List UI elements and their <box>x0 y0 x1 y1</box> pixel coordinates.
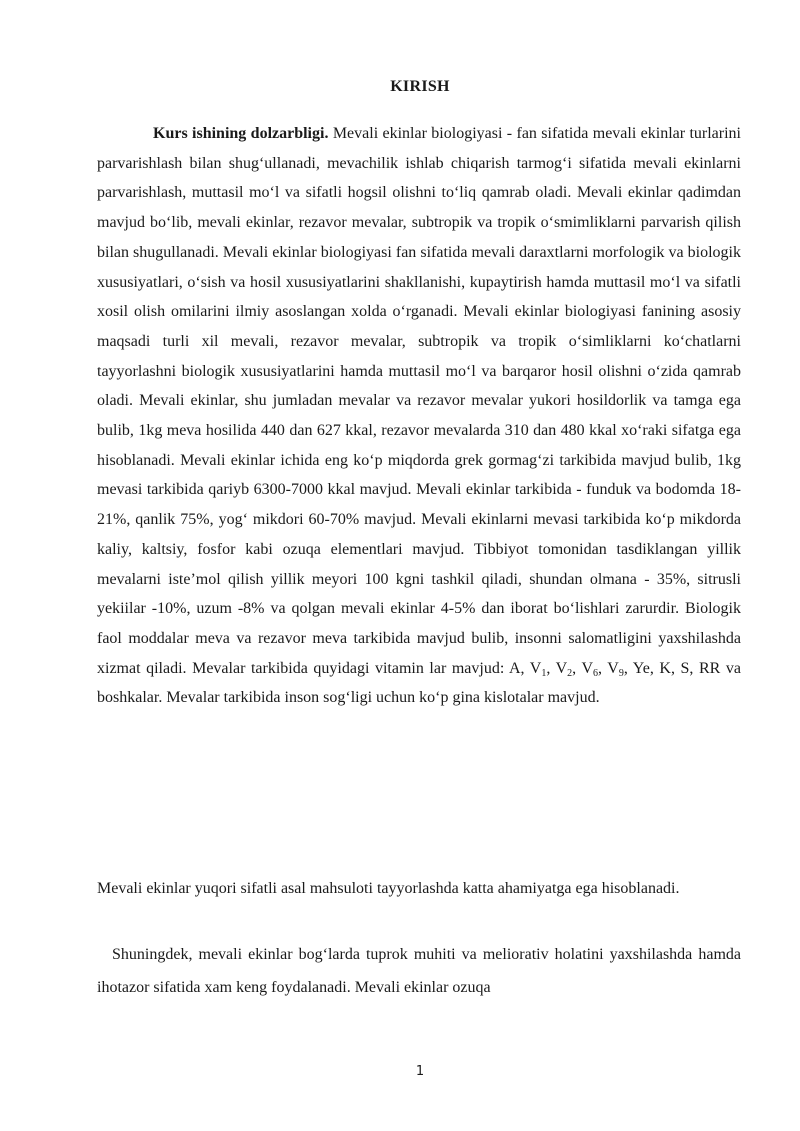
paragraph-orchards: Shuningdek, mevali ekinlar bog‘larda tuprok muhiti va meliorativ holatini yaxshilashda hamda ihotazor sifatida xam keng foydalanadi. Mevali ekinlar ozuqa <box>97 946 741 996</box>
vitamin-subscript: 6 <box>593 667 598 679</box>
page-number: 1 <box>415 1064 425 1079</box>
vitamin-subscript: 1 <box>541 667 547 679</box>
vitamin-separator: , V <box>546 659 568 677</box>
lead-heading: Kurs ishining dolzarbligi. <box>153 125 329 142</box>
paragraph-honey: Mevali ekinlar yuqori sifatli asal mahsuloti tayyorlashda katta ahamiyatga ega hisoblanadi. <box>97 880 680 897</box>
main-paragraph <box>97 119 741 713</box>
vitamin-subscript: 2 <box>567 667 573 679</box>
vitamin-separator: , V <box>572 659 593 677</box>
paragraph-body: Mevali ekinlar biologiyasi - fan sifatida mevali ekinlar turlarini parvarishlash bilan shug‘ullanadi, mevachilik ishlab chiqarish tarmog‘i sifatida mevali ekinlarni parvarishlash, muttasil mo‘l va sifatli hogsil olishni to‘liq qamrab oladi. Mevali ekinlar qadimdan mavjud bo‘lib, mevali ekinlar, rezavor mevalar, subtropik va tropik o‘smimliklarni parvarish qilish bilan shugullanadi. Mevali ekinlar biologiyasi fan sifatida mevali daraxtlarni morfologik va biologik xususiyatlari, o‘sish va hosil xususiyatlarini shakllanishi, kupaytirish hamda muttasil mo‘l va sifatli xosil olish omilarini ilmiy asoslangan xolda o‘rganadi. Mevali ekinlar biologiyasi fanining asosiy maqsadi turli xil mevali, rezavor mevalar, subtropik va tropik o‘simliklarni ko‘chatlarni tayyorlashni biologik xususiyatlarini hamda muttasil mo‘l va barqaror hosil olishni o‘zida qamrab oladi. Mevali ekinlar, shu jumladan mevalar va rezavor mevalar yukori hosildorlik va tamga ega bulib, 1kg meva hosilida 440 dan 627 kkal, rezavor mevalarda 310 dan 480 kkal xo‘raki sifatga ega hisoblanadi. Mevali ekinlar ichida eng ko‘p miqdorda grek gormag‘zi tarkibida mavjud bulib, 1kg mevasi tarkibida qariyb 6300-7000 kkal mavjud. Mevali ekinlar tarkibida - funduk va bodomda 18-21%, qanlik 75%, yog‘ mikdori 60-70% mavjud. Mevali ekinlarni mevasi tarkibida ko‘p mikdorda kaliy, kaltsiy, fosfor kabi ozuqa elementlari mavjud. Tibbiyot tomonidan tasdiklangan yillik mevalarni iste’mol qilish yillik meyori 100 kgni tashkil qiladi, shundan olmana - 35%, sitrusli yekiilar -10%, uzum -8% va qolgan mevali ekinlar 4-5% dan iborat bo‘lishlari zarurdir. Biologik faol moddalar meva va rezavor meva tarkibida mavjud bulib, insonni salomatligini yaxshilashda xizmat qiladi. Mevalar tarkibida quyidagi vitamin lar mavjud: A, V <box>97 125 741 677</box>
paragraph-tail: , Ye, K, S, RR va boshkalar. Mevalar tarkibida inson sog‘ligi uchun ko‘p gina kislotalar mavjud. <box>97 659 741 707</box>
vitamin-separator: , V <box>598 659 619 677</box>
vitamin-subscript: 9 <box>618 667 624 679</box>
page-title: KIRISH <box>390 78 450 95</box>
